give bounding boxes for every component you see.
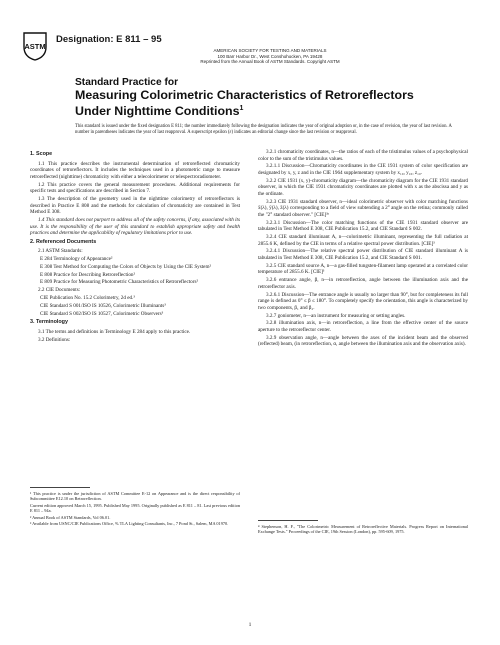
- definition: 3.2.3 CIE 1931 standard observer, n—ideal colorimetric observer with color matching functions x̄(λ), ȳ(λ), z̄(λ) corresponding to a field of view subtending a 2° angle on the retina; commonly called the "2° standard observer." [CIE]³ᵃ: [258, 198, 468, 218]
- title-line-3-text: Under Nighttime Conditions: [75, 104, 240, 118]
- definition: 3.2.6 entrance angle, β, n—in retroreflection, angle between the illumination axis and the retroreflector axis.: [258, 277, 468, 290]
- definition: 3.2.8 illumination axis, n—in retroreflection, a line from the effective center of the source aperture to the retroreflector center.: [258, 320, 468, 333]
- svg-text:ASTM: ASTM: [24, 42, 46, 51]
- publisher-block: [120, 48, 420, 65]
- paragraph: 2.1 ASTM Standards:: [38, 248, 83, 255]
- page-number: 1: [248, 622, 252, 628]
- safety-paragraph: 1.4 This standard does not purport to address all of the safety concerns, if any, associated with its use. It is the responsibility of the user of this standard to establish appropriate safety and health practices and determine the applicability of regulatory limitations prior to use.: [30, 216, 240, 237]
- reference-item: E 808 Practice for Describing Retroreflection²: [40, 271, 136, 278]
- right-column: [258, 149, 468, 349]
- title-line-1: Standard Practice for: [75, 77, 179, 88]
- discussion: 3.2.3.1 Discussion—The color matching functions of the CIE 1931 standard observer are tabulated in Test Method E 308, CIE Publication 15.2, and CIE Standard S 002.: [258, 219, 468, 233]
- left-footnotes: [30, 491, 240, 527]
- reference-item: CIE Publication No. 15.2 Colorimetry, 2d ed.³: [40, 294, 135, 301]
- designation: Designation: E 811 – 95: [56, 34, 162, 45]
- left-column: [30, 149, 240, 344]
- astm-logo-icon: [22, 31, 48, 61]
- reference-item: CIE Standard S 001/ISO IS 10526, Colorimetric Illuminants³: [40, 302, 166, 309]
- footnote: ³ Available from USNC/CIE Publications Office, % TLA Lighting Consultants, Inc., 7 Pond St., Salem, MA 01970.: [30, 521, 229, 527]
- definition: 3.2.2 CIE 1931 (x, y)-chromaticity diagram—the chromaticity diagram for the CIE 1931 standard observer, in which the CIE 1931 chromaticity coordinates are plotted with x as the abscissa and y as the ordinate.: [258, 177, 468, 197]
- section-heading-referenced-documents: 2. Referenced Documents: [30, 238, 97, 245]
- reference-item: CIE Standard S 002/ISO IS 10527, Colorimetric Observers³: [40, 310, 164, 317]
- reference-item: E 809 Practice for Measuring Photometric Characteristics of Retroreflectors²: [40, 279, 198, 286]
- paragraph: 3.2 Definitions:: [38, 336, 71, 343]
- footnote-divider: [30, 487, 90, 488]
- paragraph: 3.1 The terms and definitions in Terminology E 284 apply to this practice.: [38, 328, 191, 335]
- footnote: Current edition approved March 15, 1995. Published May 1995. Originally published as E 811 – 81. Last previous edition E 811 – 94a.: [30, 502, 240, 514]
- reference-item: E 308 Test Method for Computing the Colors of Objects by Using the CIE System²: [40, 263, 212, 270]
- section-heading-scope: 1. Scope: [30, 151, 53, 157]
- title-footnote-mark: 1: [239, 105, 244, 112]
- definition: 3.2.9 observation angle, n—angle between the axes of the incident beam and the observed (reflected) beam, (in retroreflection, α, angle between the illumination axis and the observation axis).: [258, 334, 468, 348]
- footnote: ² Annual Book of ASTM Standards, Vol 06.01.: [30, 514, 111, 520]
- document-title: [75, 76, 475, 118]
- footnote: ⁴ Stephenson, H. F., "The Colorimetric Measurement of Retroreflective Materials. Progress Report on International Exchange Tests." Proceedings of the CIE, 19th Session (London), pp. 595-609, 1975.: [258, 524, 468, 535]
- issue-note: This standard is issued under the fixed designation E 811; the number immediately following the designation indicates the year of original adoption or, in the case of revision, the year of last revision. A number in parentheses indicates the year of last reapproval. A superscript epsilon (ε) indicates an editorial change since the last revision or reapproval.: [75, 124, 452, 136]
- section-heading-terminology: 3. Terminology: [30, 319, 68, 326]
- paragraph: 2.2 CIE Documents:: [38, 287, 81, 294]
- discussion: 3.2.4.1 Discussion—The relative spectral power distribution of CIE standard illuminant A is tabulated in Test Method E 308, CIE Publication 15.2, and CIE Standard S 001.: [258, 248, 468, 262]
- title-line-3: [75, 102, 475, 118]
- publisher-line: Reprinted from the Annual Book of ASTM Standards. Copyright ASTM: [200, 59, 340, 65]
- publisher-line: AMERICAN SOCIETY FOR TESTING AND MATERIALS: [213, 48, 327, 53]
- discussion: 3.2.6.1 Discussion—The entrance angle is usually no larger than 90°, but for completeness its full range is defined as 0° ≤ β ≤ 180°. To completely specify the orientation, this angle is characterized by two components, β₁ and β₂.: [258, 291, 468, 311]
- definition: 3.2.7 goniometer, n—an instrument for measuring or setting angles.: [266, 312, 406, 319]
- discussion: 3.2.1.1 Discussion—Chromaticity coordinates in the CIE 1931 system of color specification are designated by x, y, z and in the CIE 1964 supplementary system by x₁₀, y₁₀, z₁₀.: [258, 163, 468, 176]
- title-line-2: Measuring Colorimetric Characteristics of Retroreflectors: [75, 88, 414, 102]
- footnote-divider: [258, 520, 318, 521]
- right-footnotes: [258, 524, 468, 536]
- definition: 3.2.4 CIE standard illuminant A, n—colorimetric illuminant, representing the full radiation at 2855.6 K, defined by the CIE in terms of a relative spectral power distribution. [CIE]³: [258, 234, 468, 247]
- definition: 3.2.1 chromaticity coordinates, n—the ratios of each of the tristimulus values of a psychophysical color to the sum of the tristimulus values.: [258, 149, 468, 162]
- reference-item: E 284 Terminology of Appearance²: [40, 256, 113, 263]
- definition: 3.2.5 CIE standard source A, n—a gas-filled tungsten-filament lamp operated at a correlated color temperature of 2855.6 K. [CIE]³: [258, 262, 468, 276]
- paragraph: 1.1 This practice describes the instrumental determination of retroreflected chromaticity coordinates of retroreflectors. It includes the techniques used in a photometric range to measure retroreflected (nighttime) chromaticity with either a telecolorimeter or telespectroradiometer.: [30, 160, 240, 180]
- paragraph: 1.3 The description of the geometry used in the nighttime colorimetry of retroreflectors is described in Practice E 808 and the methods for calculation of chromaticity are contained in Test Method E 308.: [30, 195, 240, 216]
- footnote: ¹ This practice is under the jurisdiction of ASTM Committee E-12 on Appearance and is the direct responsibility of Subcommittee E12.10 on Retroreflection.: [30, 491, 240, 502]
- publisher-line: 100 Barr Harbor Dr., West Conshohocken, PA 19428: [217, 53, 323, 59]
- paragraph: 1.2 This practice covers the general measurement procedures. Additional requirements for specific tests and specifications are described in Section 7.: [30, 181, 240, 195]
